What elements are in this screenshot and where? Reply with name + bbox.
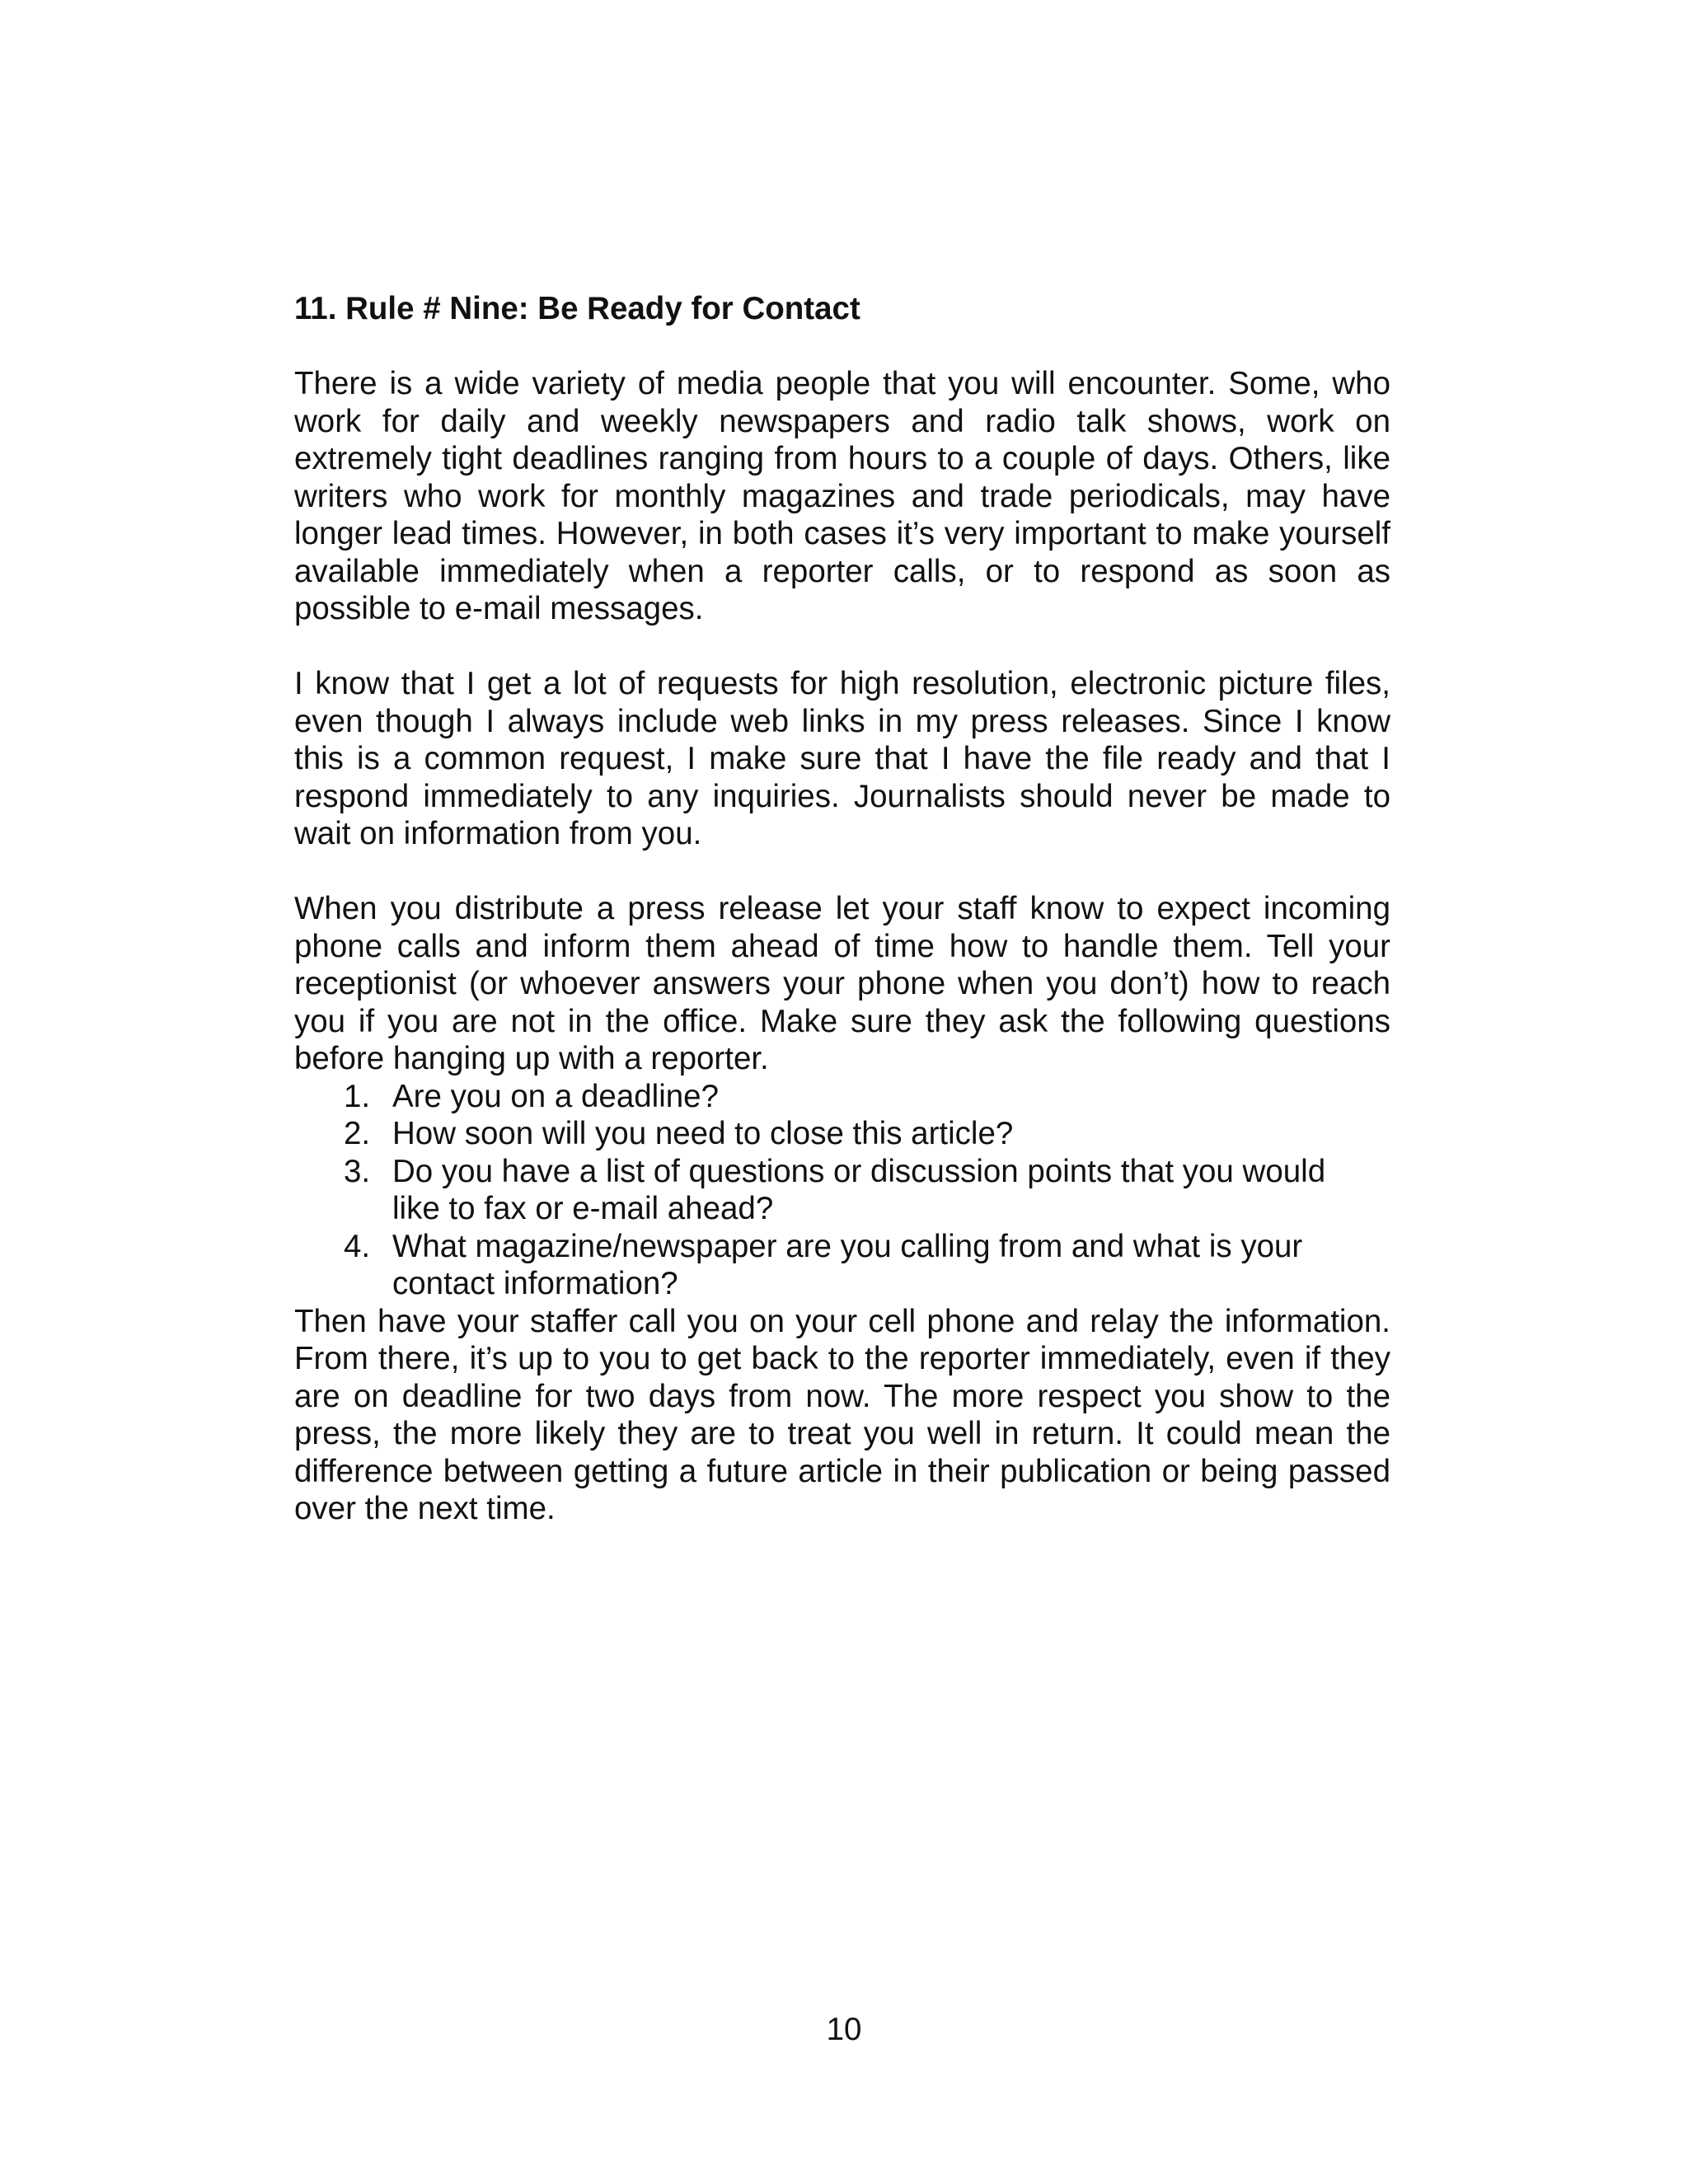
list-item: [344, 1078, 1390, 1116]
questions-list: [294, 1078, 1390, 1303]
paragraph-media-people: There is a wide variety of media people that you will encounter. Some, who work for daily and weekly newspapers and radio talk shows, work on extremely tight deadlines ranging from hours to a couple of days. Others, like writers who work for monthly magazines and trade periodicals, may have longer lead times. However, in both cases it’s very important to make yourself available immediately when a reporter calls, or to respond as soon as possible to e-mail messages.: [294, 366, 1390, 626]
list-item-number: 1.: [344, 1078, 371, 1114]
page-content: [294, 290, 1390, 1528]
list-item: [344, 1115, 1390, 1153]
list-item-number: 2.: [344, 1116, 371, 1151]
list-item: [344, 1228, 1390, 1303]
list-item-text: How soon will you need to close this article?: [392, 1116, 1014, 1151]
list-item: [344, 1153, 1390, 1228]
list-item-text: Are you on a deadline?: [392, 1078, 719, 1114]
paragraph-press-release-staff: When you distribute a press release let your staff know to expect incoming phone calls and inform them ahead of time how to handle them. Tell your receptionist (or whoever answers your phone when you don’t) how to reach you if you are not in the office. Make sure they ask the following questions before hanging up with a reporter.: [294, 891, 1390, 1076]
section-title: 11. Rule # Nine: Be Ready for Contact: [294, 291, 860, 326]
page-number: 10: [826, 2012, 862, 2047]
list-item-text: What magazine/newspaper are you calling from and what is your contact information?: [392, 1228, 1303, 1301]
paragraph-picture-files: I know that I get a lot of requests for high resolution, electronic picture files, even though I always include web links in my press releases. Since I know this is a common request, I make sure that I have the file ready and that I respond immediately to any inquiries. Journalists should never be made to wait on information from you.: [294, 666, 1390, 851]
list-item-number: 4.: [344, 1228, 371, 1264]
list-item-text: Do you have a list of questions or discussion points that you would like to fax or e-mail ahead?: [392, 1153, 1326, 1226]
paragraph-closing: Then have your staffer call you on your cell phone and relay the information. From there, it’s up to you to get back to the reporter immediately, even if they are on deadline for two days from now. The more respect you show to the press, the more likely they are to treat you well in return. It could mean the difference between getting a future article in their publication or being passed over the next time.: [294, 1303, 1390, 1526]
list-item-number: 3.: [344, 1153, 371, 1189]
